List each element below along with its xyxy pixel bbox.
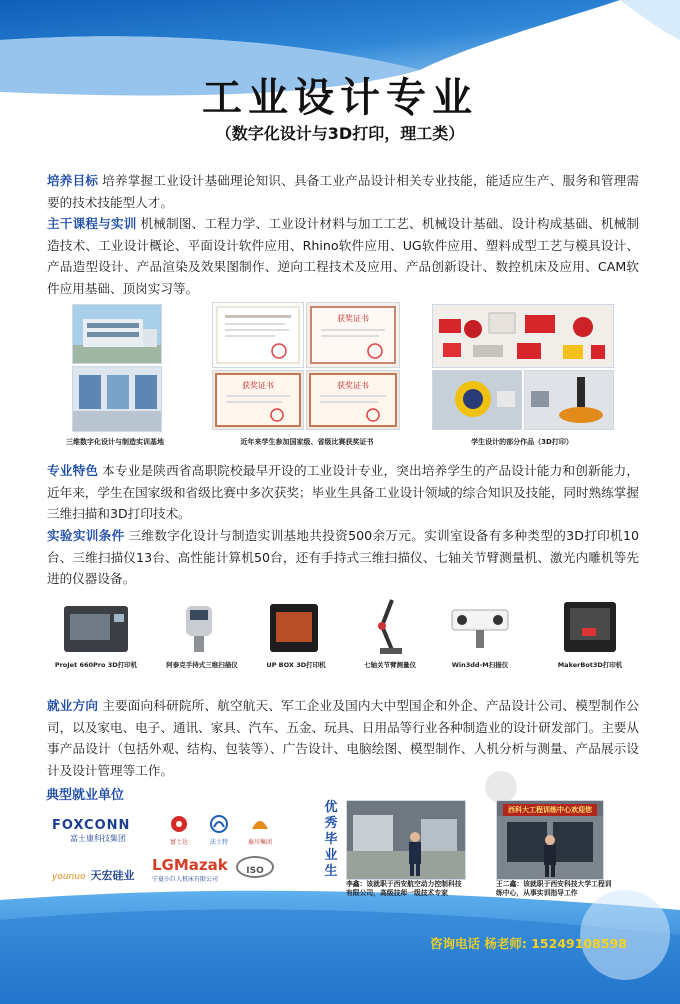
handheld-scanner-image xyxy=(178,600,222,656)
mazak-name: LGMazak xyxy=(152,856,228,874)
measuring-arm-image xyxy=(362,596,412,658)
device-caption-win3dd: Win3dd-M扫描仪 xyxy=(451,661,509,669)
page-title: 工业设计专业 xyxy=(202,75,478,121)
printed-joystick-photo xyxy=(524,370,614,430)
oval-logo xyxy=(236,856,274,878)
page-subtitle: （数字化设计与3D打印，理工类） xyxy=(215,124,465,143)
foxconn-logo xyxy=(52,818,144,844)
qinchuan-name: 秦川集团 xyxy=(247,839,272,846)
student-works-photo xyxy=(432,304,614,368)
device-caption-scanner: 阿泰克手持式三维扫描仪 xyxy=(166,661,238,669)
features-text: 本专业是陕西省高职院校最早开设的工业设计专业，突出培养学生的产品设计能力和创新能力，近年来，学生在国家级和省级比赛中多次获奖；毕业生具备工业设计领域的综合知识及技能，同时熟练掌握三维扫描和3D打印技术。 xyxy=(47,463,640,521)
courses-label: 主干课程与实训 xyxy=(47,216,137,231)
tianhong-logo xyxy=(52,864,144,883)
award-certificate-photo xyxy=(212,370,304,430)
device-caption-upbox: UP BOX 3D打印机 xyxy=(266,661,326,669)
certificate-text-3: 获奖证书 xyxy=(337,381,369,390)
goal-label: 培养目标 xyxy=(47,173,99,188)
contact-phone: 15249108598 xyxy=(531,936,627,951)
photo-caption-base: 三维数字化设计与制造实训基地 xyxy=(66,438,164,446)
training-lab-photo xyxy=(72,366,162,432)
foxconn-subtitle: 富士康科技集团 xyxy=(70,834,126,843)
qinchuan-logo xyxy=(242,815,278,846)
certificate-photo xyxy=(212,302,304,368)
contact-line xyxy=(430,934,627,952)
contact-label: 咨询电话 xyxy=(430,936,481,951)
features-paragraph xyxy=(47,460,639,525)
courses-paragraph xyxy=(47,213,639,299)
goal-text: 培养掌握工业设计基础理论知识、具备工业产品设计相关专业技能，能适应生产、服务和管理需要的技术技能型人才。 xyxy=(47,173,640,210)
win3dd-scanner-image xyxy=(448,602,512,654)
lab-paragraph xyxy=(47,525,639,590)
alumni-vertical-label: 优秀毕业生 xyxy=(324,800,338,879)
alumni-banner: 西科大工程训练中心欢迎您 xyxy=(503,804,597,816)
makerbot-printer-image xyxy=(560,598,620,656)
photo-caption-certificates: 近年来学生参加国家级、省级比赛获奖证书 xyxy=(240,438,374,446)
oval-logo-text: ISO xyxy=(246,866,264,876)
alumni-photo-1 xyxy=(346,800,466,880)
contact-teacher: 杨老师: xyxy=(484,936,527,951)
fast-logo xyxy=(200,815,238,846)
alumni-caption-1: 李鑫：该就职于西安航空动力控制科技有限公司，高级技师一级技术专家 xyxy=(346,880,462,897)
fast-name: 法士特 xyxy=(209,839,228,846)
projet-printer-image xyxy=(60,600,132,656)
careers-label: 就业方向 xyxy=(47,698,99,713)
device-caption-makerbot: MakerBot3D打印机 xyxy=(557,661,623,669)
decorative-circle xyxy=(484,770,518,804)
award-certificate-photo xyxy=(306,302,400,368)
photo-caption-works: 学生设计的部分作品（3D打印） xyxy=(471,438,573,446)
fushida-name: 富士达 xyxy=(169,839,188,846)
mazak-logo xyxy=(152,856,234,883)
tianhong-name: 天宏硅业 xyxy=(90,869,135,882)
features-label: 专业特色 xyxy=(47,463,99,478)
award-certificate-photo xyxy=(306,370,400,430)
device-caption-projet: ProJet 660Pro 3D打印机 xyxy=(54,661,138,669)
upbox-printer-image xyxy=(266,600,322,656)
courses-text: 机械制图、工程力学、工业设计材料与加工工艺、机械设计基础、设计构成基础、机械制造技术、工业设计概论、平面设计软件应用、Rhino软件应用、UG软件应用、塑料成型工艺与模具设计、产品造型设计、产品渲染及效果图制作、逆向工程技术及应用、产品创新设计、数控机床及应用、CAM软件应用基础、顶岗实习等。 xyxy=(47,216,640,296)
certificate-text-1: 获奖证书 xyxy=(337,314,369,323)
fushida-logo xyxy=(160,815,198,846)
alumni-caption-2: 王二鑫：该就职于西安科技大学工程训练中心，从事实训指导工作 xyxy=(496,880,612,897)
foxconn-name: FOXCONN xyxy=(52,818,131,833)
device-caption-arm: 七轴关节臂测量仪 xyxy=(364,661,416,669)
training-building-photo xyxy=(72,304,162,364)
careers-text: 主要面向科研院所、航空航天、军工企业及国内大中型国企和外企、产品设计公司、模型制作公司，以及家电、电子、通讯、家具、汽车、五金、玩具、日用品等行业各种制造业的设计研发部门。主要从事产品设计（包括外观、结构、包装等）、广告设计、电脑绘图、模型制作、人机分析与测量、产品展示设计及设计管理等工作。 xyxy=(47,698,640,778)
goal-paragraph xyxy=(47,170,639,213)
younuo-brand: younuo xyxy=(52,872,86,882)
lab-label: 实验实训条件 xyxy=(47,528,125,543)
mazak-subtitle: 宁夏小巨人机床有限公司 xyxy=(152,876,219,883)
printed-fan-photo xyxy=(432,370,522,430)
alumni-photo-2 xyxy=(496,800,604,880)
employers-title: 典型就业单位 xyxy=(46,788,125,803)
certificate-text-2: 获奖证书 xyxy=(242,381,274,390)
careers-paragraph xyxy=(47,695,639,781)
lab-text: 三维数字化设计与制造实训基地共投资500余万元。实训室设备有多种类型的3D打印机10台、三维扫描仪13台、高性能计算机50台，还有手持式三维扫描仪、七轴关节臂测量机、激光内雕机等先进的仪器设备。 xyxy=(47,528,639,586)
